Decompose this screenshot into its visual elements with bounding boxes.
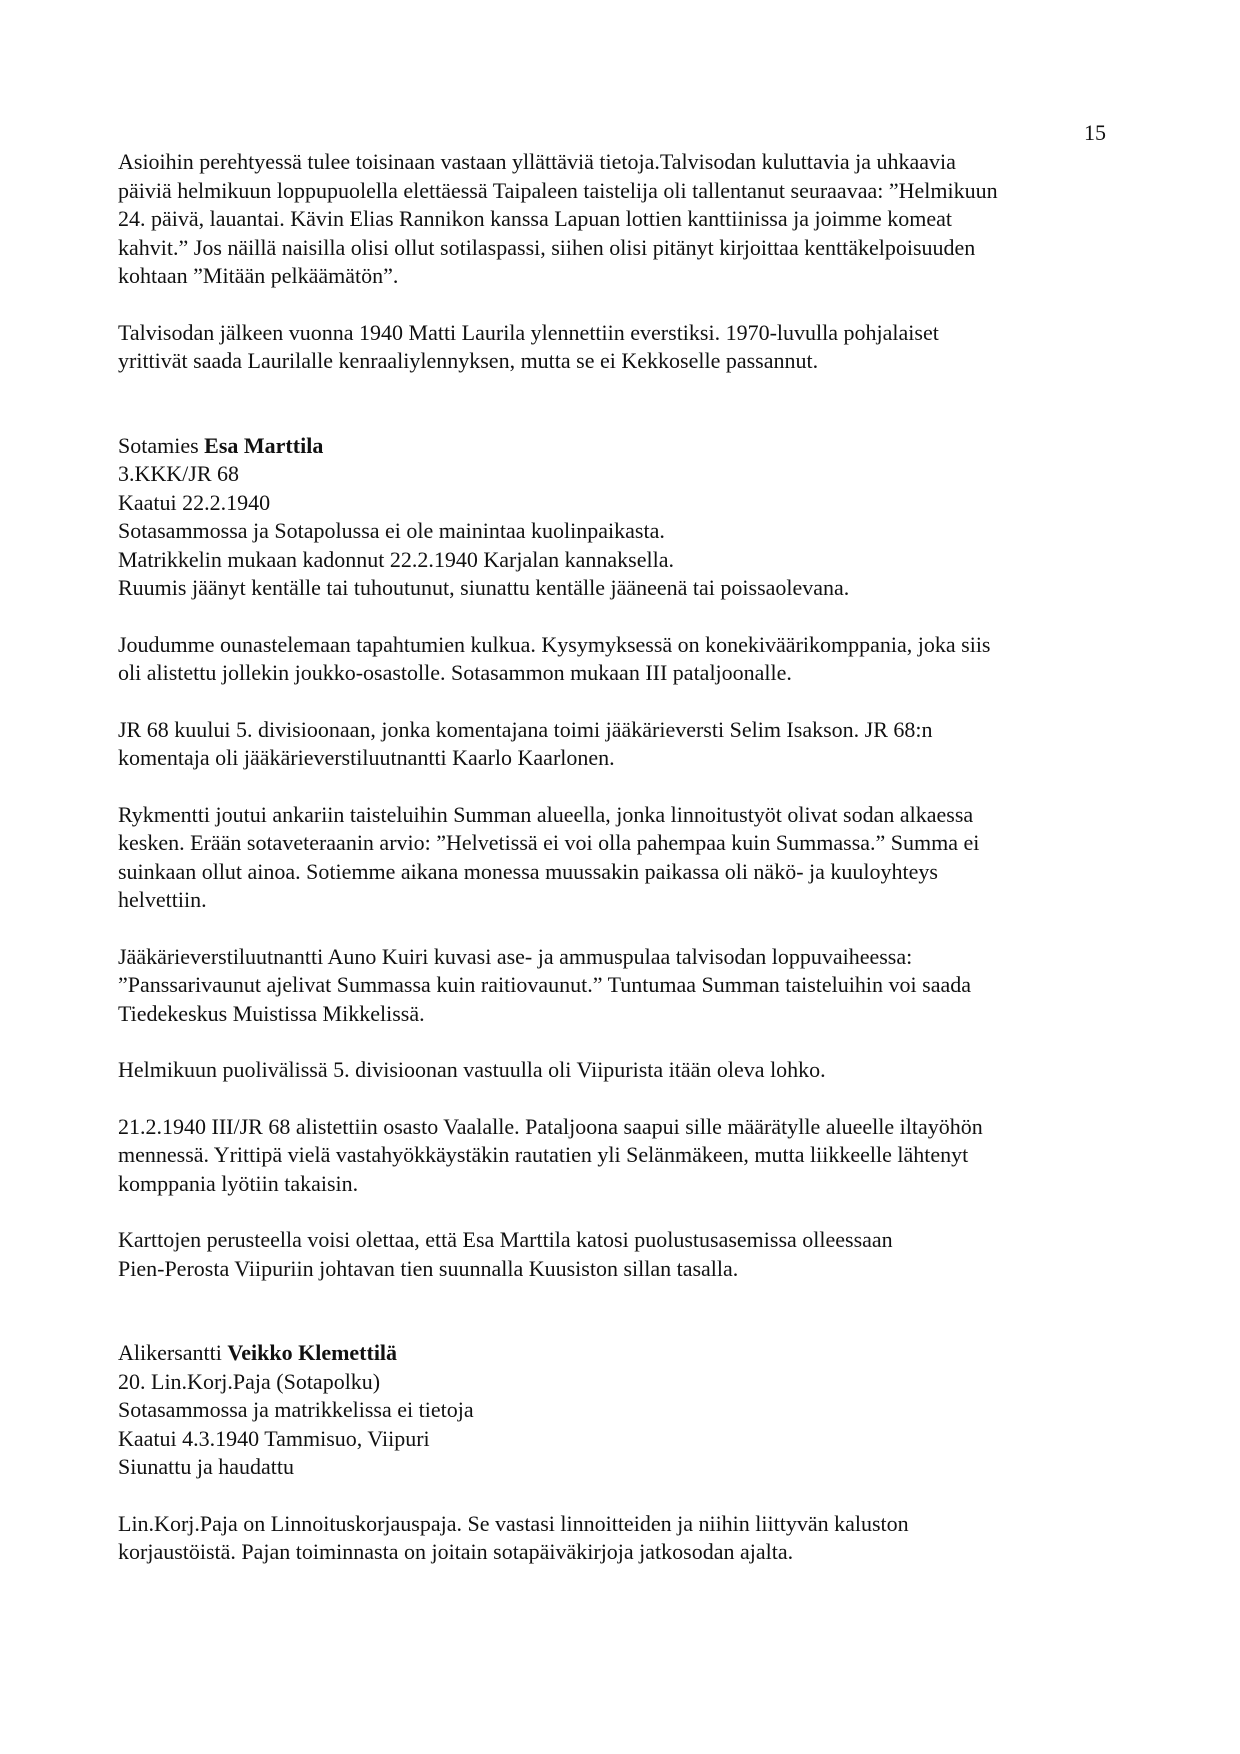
text-line: komentaja oli jääkärieverstiluutnantti Kaarlo Kaarlonen. bbox=[118, 745, 615, 770]
text-line: kesken. Erään sotaveteraanin arvio: ”Helvetissä ei voi olla pahempaa kuin Summassa.” Summa ei bbox=[118, 830, 980, 855]
text-line: Helmikuun puolivälissä 5. divisioonan vastuulla oli Viipurista itään oleva lohko. bbox=[118, 1057, 826, 1082]
text-line: JR 68 kuului 5. divisioonaan, jonka komentajana toimi jääkärieversti Selim Isakson. JR 68:n bbox=[118, 716, 933, 742]
text-line: suinkaan ollut ainoa. Sotiemme aikana monessa muussakin paikassa oli näkö- ja kuuloyhteys bbox=[118, 858, 938, 884]
text-line: kahvit.” Jos näillä naisilla olisi ollut sotilaspassi, siihen olisi pitänyt kirjoittaa kenttäkelpoisuuden bbox=[118, 234, 976, 260]
soldier-heading bbox=[118, 1339, 1128, 1368]
text-line: oli alistettu jollekin joukko-osastolle. Sotasammon mukaan III pataljoonalle. bbox=[118, 660, 792, 685]
laurila-paragraph bbox=[118, 319, 1128, 376]
soldier-name: Esa Marttila bbox=[204, 432, 324, 458]
text-line: Jääkärieverstiluutnantti Auno Kuiri kuvasi ase- ja ammuspulaa talvisodan loppuvaiheessa: bbox=[118, 943, 913, 969]
soldier-name: Veikko Klemettilä bbox=[227, 1340, 398, 1365]
text-line: Karttojen perusteella voisi olettaa, että Esa Marttila katosi puolustusasemissa olleessaan bbox=[118, 1227, 893, 1252]
detail-line: Siunattu ja haudattu bbox=[118, 1454, 294, 1479]
page-content bbox=[118, 148, 1128, 1595]
text-line: mennessä. Yrittipä vielä vastahyökkäystäkin rautatien yli Selänmäkeen, mutta liikkeelle lähtenyt bbox=[118, 1142, 969, 1167]
marttila-paragraph bbox=[118, 1056, 1128, 1085]
text-line: Joudumme ounastelemaan tapahtumien kulkua. Kysymyksessä on konekiväärikomppania, joka siis bbox=[118, 631, 991, 657]
text-line: komppania lyötiin takaisin. bbox=[118, 1170, 359, 1196]
detail-line: Kaatui 4.3.1940 Tammisuo, Viipuri bbox=[118, 1425, 430, 1451]
text-line: helvettiin. bbox=[118, 887, 207, 912]
detail-line: Sotasammossa ja matrikkelissa ei tietoja bbox=[118, 1397, 474, 1422]
text-line: korjaustöistä. Pajan toiminnasta on joitain sotapäiväkirjoja jatkosodan ajalta. bbox=[118, 1539, 794, 1564]
text-line: Talvisodan jälkeen vuonna 1940 Matti Laurila ylennettiin everstiksi. 1970-luvulla pohjalaiset bbox=[118, 319, 939, 345]
soldier-rank: Alikersantti bbox=[118, 1340, 228, 1365]
text-line: Pien-Perosta Viipuriin johtavan tien suunnalla Kuusiston sillan tasalla. bbox=[118, 1255, 739, 1281]
detail-line: 20. Lin.Korj.Paja (Sotapolku) bbox=[118, 1368, 381, 1394]
text-line: Tiedekeskus Muistissa Mikkelissä. bbox=[118, 1000, 425, 1026]
marttila-paragraph bbox=[118, 1113, 1128, 1199]
detail-line: 3.KKK/JR 68 bbox=[118, 461, 240, 486]
klemettila-paragraph bbox=[118, 1510, 1128, 1567]
detail-line: Sotasammossa ja Sotapolussa ei ole mainintaa kuolinpaikasta. bbox=[118, 518, 665, 543]
soldier-heading bbox=[118, 432, 1128, 461]
text-line: Asioihin perehtyessä tulee toisinaan vastaan yllättäviä tietoja.Talvisodan kuluttavia ja uhkaavia bbox=[118, 149, 956, 174]
page-number: 15 bbox=[1084, 120, 1106, 145]
text-line: Rykmentti joutui ankariin taisteluihin Summan alueella, jonka linnoitustyöt olivat sodan alkaessa bbox=[118, 801, 974, 827]
detail-line: Kaatui 22.2.1940 bbox=[118, 489, 271, 515]
marttila-paragraph bbox=[118, 1226, 1128, 1283]
text-line: kohtaan ”Mitään pelkäämätön”. bbox=[118, 263, 399, 288]
text-line: yrittivät saada Laurilalle kenraaliylennyksen, mutta se ei Kekkoselle passannut. bbox=[118, 348, 819, 373]
detail-line: Ruumis jäänyt kentälle tai tuhoutunut, siunattu kentälle jääneenä tai poissaolevana. bbox=[118, 575, 850, 600]
intro-paragraph bbox=[118, 148, 1128, 291]
marttila-paragraph bbox=[118, 943, 1128, 1029]
text-line: ”Panssarivaunut ajelivat Summassa kuin raitiovaunut.” Tuntumaa Summan taisteluihin voi saada bbox=[118, 972, 971, 997]
detail-line: Matrikkelin mukaan kadonnut 22.2.1940 Karjalan kannaksella. bbox=[118, 546, 674, 572]
marttila-paragraph bbox=[118, 631, 1128, 688]
marttila-paragraph bbox=[118, 801, 1128, 915]
marttila-paragraph bbox=[118, 716, 1128, 773]
klemettila-entry bbox=[118, 1339, 1128, 1482]
text-line: Lin.Korj.Paja on Linnoituskorjauspaja. Se vastasi linnoitteiden ja niihin liittyvän kaluston bbox=[118, 1510, 909, 1536]
soldier-rank: Sotamies bbox=[118, 432, 205, 458]
text-line: päiviä helmikuun loppupuolella elettäessä Taipaleen taistelija oli tallentanut seuraavaa: ”Helmikuun bbox=[118, 177, 998, 203]
marttila-entry bbox=[118, 432, 1128, 603]
text-line: 24. päivä, lauantai. Kävin Elias Rannikon kanssa Lapuan lottien kanttiinissa ja joimme komeat bbox=[118, 206, 952, 231]
text-line: 21.2.1940 III/JR 68 alistettiin osasto Vaalalle. Pataljoona saapui sille määrätylle alueelle iltayöhön bbox=[118, 1113, 983, 1139]
